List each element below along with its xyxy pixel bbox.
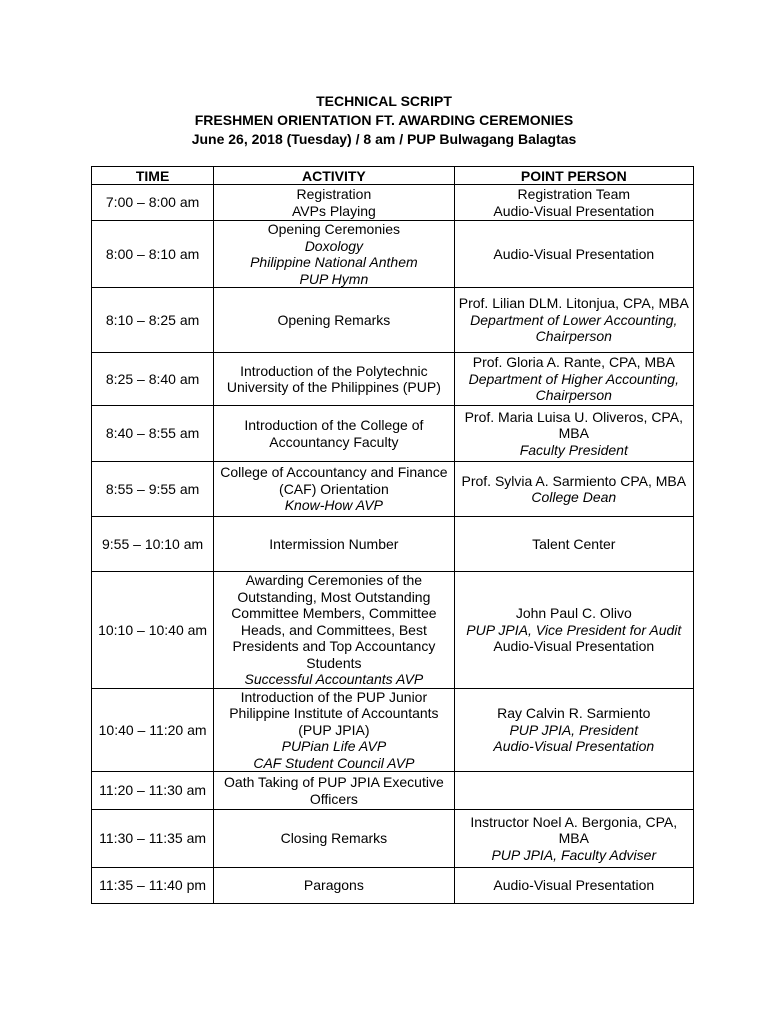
activity-line: Paragons bbox=[303, 877, 364, 894]
activity-line: Opening Remarks bbox=[277, 311, 391, 328]
event-date-venue: June 26, 2018 (Tuesday) / 8 am / PUP Bulwagang Balagtas bbox=[191, 131, 577, 147]
activity-cell bbox=[214, 185, 454, 221]
activity-cell bbox=[214, 353, 454, 406]
point-person-cell bbox=[454, 688, 693, 772]
table-row bbox=[92, 772, 694, 810]
time-cell: 8:00 – 8:10 am bbox=[92, 221, 214, 288]
activity-line: Oath Taking of PUP JPIA Executive Officers bbox=[224, 774, 444, 807]
activity-cell bbox=[214, 288, 454, 353]
table-row bbox=[92, 353, 694, 406]
point-person-cell bbox=[454, 288, 693, 353]
activity-line: AVPs Playing bbox=[291, 202, 376, 219]
point-person-line: Prof. Gloria A. Rante, CPA, MBA bbox=[472, 354, 675, 371]
point-person-line: Audio-Visual Presentation bbox=[493, 638, 655, 654]
time-cell: 8:25 – 8:40 am bbox=[92, 353, 214, 406]
time-cell: 11:35 – 11:40 pm bbox=[92, 868, 214, 904]
time-cell: 11:30 – 11:35 am bbox=[92, 810, 214, 868]
point-person-line: PUP JPIA, Faculty Adviser bbox=[491, 846, 657, 863]
activity-line: Intermission Number bbox=[269, 535, 399, 552]
activity-line: Closing Remarks bbox=[280, 830, 388, 847]
activity-line: CAF Student Council AVP bbox=[253, 754, 415, 771]
activity-line: Know-How AVP bbox=[284, 497, 384, 514]
time-cell: 8:10 – 8:25 am bbox=[92, 288, 214, 353]
point-person-cell bbox=[454, 868, 693, 904]
point-person-line: Audio-Visual Presentation bbox=[493, 245, 655, 262]
table-row bbox=[92, 406, 694, 462]
point-person-cell bbox=[454, 462, 693, 517]
activity-cell bbox=[214, 462, 454, 517]
table-row bbox=[92, 288, 694, 353]
point-person-line: Registration Team bbox=[517, 186, 631, 202]
activity-line: Doxology bbox=[304, 237, 364, 254]
activity-line: College of Accountancy and Finance (CAF) Orientation bbox=[220, 464, 448, 497]
time-cell: 9:55 – 10:10 am bbox=[92, 517, 214, 572]
point-person-line: Audio-Visual Presentation bbox=[493, 202, 655, 219]
activity-line: Philippine National Anthem bbox=[250, 254, 418, 270]
time-cell: 8:40 – 8:55 am bbox=[92, 406, 214, 462]
table-header-row bbox=[92, 167, 694, 185]
point-person-cell bbox=[454, 772, 693, 810]
document-title: TECHNICAL SCRIPT bbox=[316, 93, 452, 109]
table-row bbox=[92, 868, 694, 904]
point-person-cell bbox=[454, 185, 693, 221]
column-header-activity: ACTIVITY bbox=[214, 167, 454, 185]
table-row bbox=[92, 572, 694, 689]
point-person-cell bbox=[454, 221, 693, 288]
activity-cell bbox=[214, 221, 454, 288]
activity-cell bbox=[214, 517, 454, 572]
time-cell: 7:00 – 8:00 am bbox=[92, 185, 214, 221]
time-cell: 8:55 – 9:55 am bbox=[92, 462, 214, 517]
point-person-line: Department of Lower Accounting, Chairperson bbox=[470, 311, 678, 345]
point-person-line: College Dean bbox=[531, 489, 617, 505]
point-person-cell bbox=[454, 572, 693, 689]
table-row bbox=[92, 810, 694, 868]
point-person-line: John Paul C. Olivo bbox=[515, 605, 632, 621]
table-row bbox=[92, 185, 694, 221]
point-person-line: Department of Higher Accounting, Chairperson bbox=[468, 370, 679, 404]
activity-line: Introduction of the College of Accountancy Faculty bbox=[244, 417, 424, 450]
time-cell: 10:10 – 10:40 am bbox=[92, 572, 214, 689]
point-person-line: PUP JPIA, President bbox=[509, 721, 639, 738]
activity-line: Opening Ceremonies bbox=[267, 221, 401, 237]
point-person-line: Talent Center bbox=[532, 535, 616, 552]
schedule-body bbox=[92, 185, 694, 904]
activity-line: PUPian Life AVP bbox=[281, 738, 387, 754]
event-title: FRESHMEN ORIENTATION FT. AWARDING CEREMONIES bbox=[194, 112, 574, 128]
activity-line: Successful Accountants AVP bbox=[244, 671, 424, 687]
activity-cell bbox=[214, 572, 454, 689]
activity-cell bbox=[214, 406, 454, 462]
time-cell: 11:20 – 11:30 am bbox=[92, 772, 214, 810]
activity-cell bbox=[214, 772, 454, 810]
point-person-line: Ray Calvin R. Sarmiento bbox=[497, 705, 651, 721]
point-person-line: Faculty President bbox=[519, 441, 628, 458]
activity-cell bbox=[214, 688, 454, 772]
table-row bbox=[92, 221, 694, 288]
point-person-cell bbox=[454, 517, 693, 572]
activity-line: Awarding Ceremonies of the Outstanding, Most Outstanding Committee Members, Committee Heads, and Committees, Best Presidents and Top Accountancy Students bbox=[231, 572, 437, 671]
activity-line: PUP Hymn bbox=[299, 270, 369, 287]
document-title-block bbox=[0, 92, 768, 149]
point-person-line: PUP JPIA, Vice President for Audit bbox=[466, 621, 682, 638]
activity-line: Introduction of the PUP Junior Philippine Institute of Accountants (PUP JPIA) bbox=[229, 688, 439, 738]
point-person-line: Instructor Noel A. Bergonia, CPA, MBA bbox=[470, 813, 678, 847]
point-person-cell bbox=[454, 810, 693, 868]
table-row bbox=[92, 517, 694, 572]
activity-line: Registration bbox=[296, 186, 372, 202]
time-cell: 10:40 – 11:20 am bbox=[92, 688, 214, 772]
point-person-line: Audio-Visual Presentation bbox=[493, 738, 655, 754]
point-person-cell bbox=[454, 406, 693, 462]
point-person-line: Audio-Visual Presentation bbox=[493, 877, 655, 894]
column-header-time: TIME bbox=[92, 167, 214, 185]
activity-cell bbox=[214, 810, 454, 868]
schedule-table bbox=[91, 166, 694, 904]
column-header-point-person: POINT PERSON bbox=[454, 167, 693, 185]
point-person-line: Prof. Sylvia A. Sarmiento CPA, MBA bbox=[461, 472, 687, 489]
activity-cell bbox=[214, 868, 454, 904]
point-person-line: Prof. Lilian DLM. Litonjua, CPA, MBA bbox=[458, 295, 689, 312]
table-row bbox=[92, 462, 694, 517]
point-person-cell bbox=[454, 353, 693, 406]
table-row bbox=[92, 688, 694, 772]
point-person-line: Prof. Maria Luisa U. Oliveros, CPA, MBA bbox=[464, 408, 683, 442]
activity-line: Introduction of the Polytechnic University of the Philippines (PUP) bbox=[226, 362, 441, 395]
